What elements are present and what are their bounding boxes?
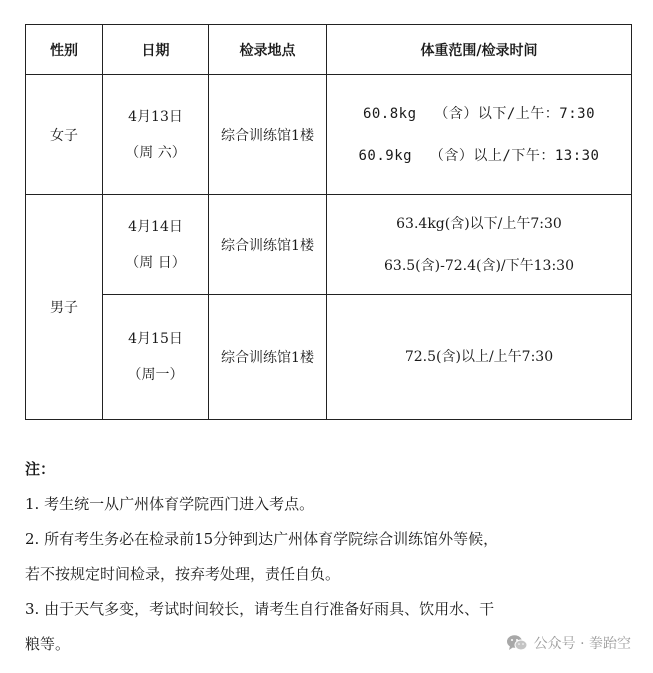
weekday-text: （周一） [127, 367, 184, 383]
note-line: 粮等。 [25, 635, 71, 653]
notes-title: 注： [25, 460, 56, 478]
date-text: 4月14日 [128, 218, 183, 235]
weight-range-line: 60.8kg （含）以下/上午：7:30 [362, 105, 596, 122]
location-cell: 综合训练馆1楼 [209, 75, 327, 195]
date-cell [103, 295, 209, 420]
notes-section [25, 452, 635, 662]
registration-schedule-table [25, 24, 632, 420]
date-text: 4月13日 [128, 108, 183, 125]
table-row-female [26, 75, 632, 195]
wechat-icon [506, 634, 528, 652]
table-row-male-day1 [26, 195, 632, 295]
date-cell [103, 75, 209, 195]
watermark-text: 公众号 · 拳跆空 [533, 636, 631, 652]
date-text: 4月15日 [128, 331, 183, 347]
table-row-male-day2 [26, 295, 632, 420]
header-location: 检录地点 [209, 25, 327, 75]
table-header-row [26, 25, 632, 75]
wechat-watermark [506, 633, 631, 653]
date-cell [103, 195, 209, 295]
weight-range-line: 63.5(含)-72.4(含)/下午13:30 [384, 257, 574, 274]
note-line: 1. 考生统一从广州体育学院西门进入考点。 [25, 495, 315, 513]
weight-time-cell [327, 195, 632, 295]
note-line: 2. 所有考生务必在检录前15分钟到达广州体育学院综合训练馆外等候， [25, 530, 499, 548]
location-cell: 综合训练馆1楼 [209, 195, 327, 295]
weekday-text: （周 日） [125, 254, 186, 271]
header-date: 日期 [103, 25, 209, 75]
weight-time-cell [327, 295, 632, 420]
header-gender: 性别 [26, 25, 103, 75]
weight-range-line: 60.9kg （含）以上/下午：13:30 [358, 147, 600, 164]
location-cell: 综合训练馆1楼 [209, 295, 327, 420]
gender-male: 男子 [26, 195, 103, 420]
weight-range-line: 63.4kg(含)以下/上午7:30 [396, 215, 562, 232]
weekday-text: （周 六） [125, 144, 186, 161]
weight-range-line: 72.5(含)以上/上午7:30 [404, 349, 554, 365]
header-weight-time: 体重范围/检录时间 [327, 25, 632, 75]
note-line: 3. 由于天气多变，考试时间较长，请考生自行准备好雨具、饮用水、干 [25, 600, 495, 618]
weight-time-cell [327, 75, 632, 195]
gender-female: 女子 [26, 75, 103, 195]
note-line: 若不按规定时间检录，按弃考处理，责任自负。 [25, 565, 341, 583]
